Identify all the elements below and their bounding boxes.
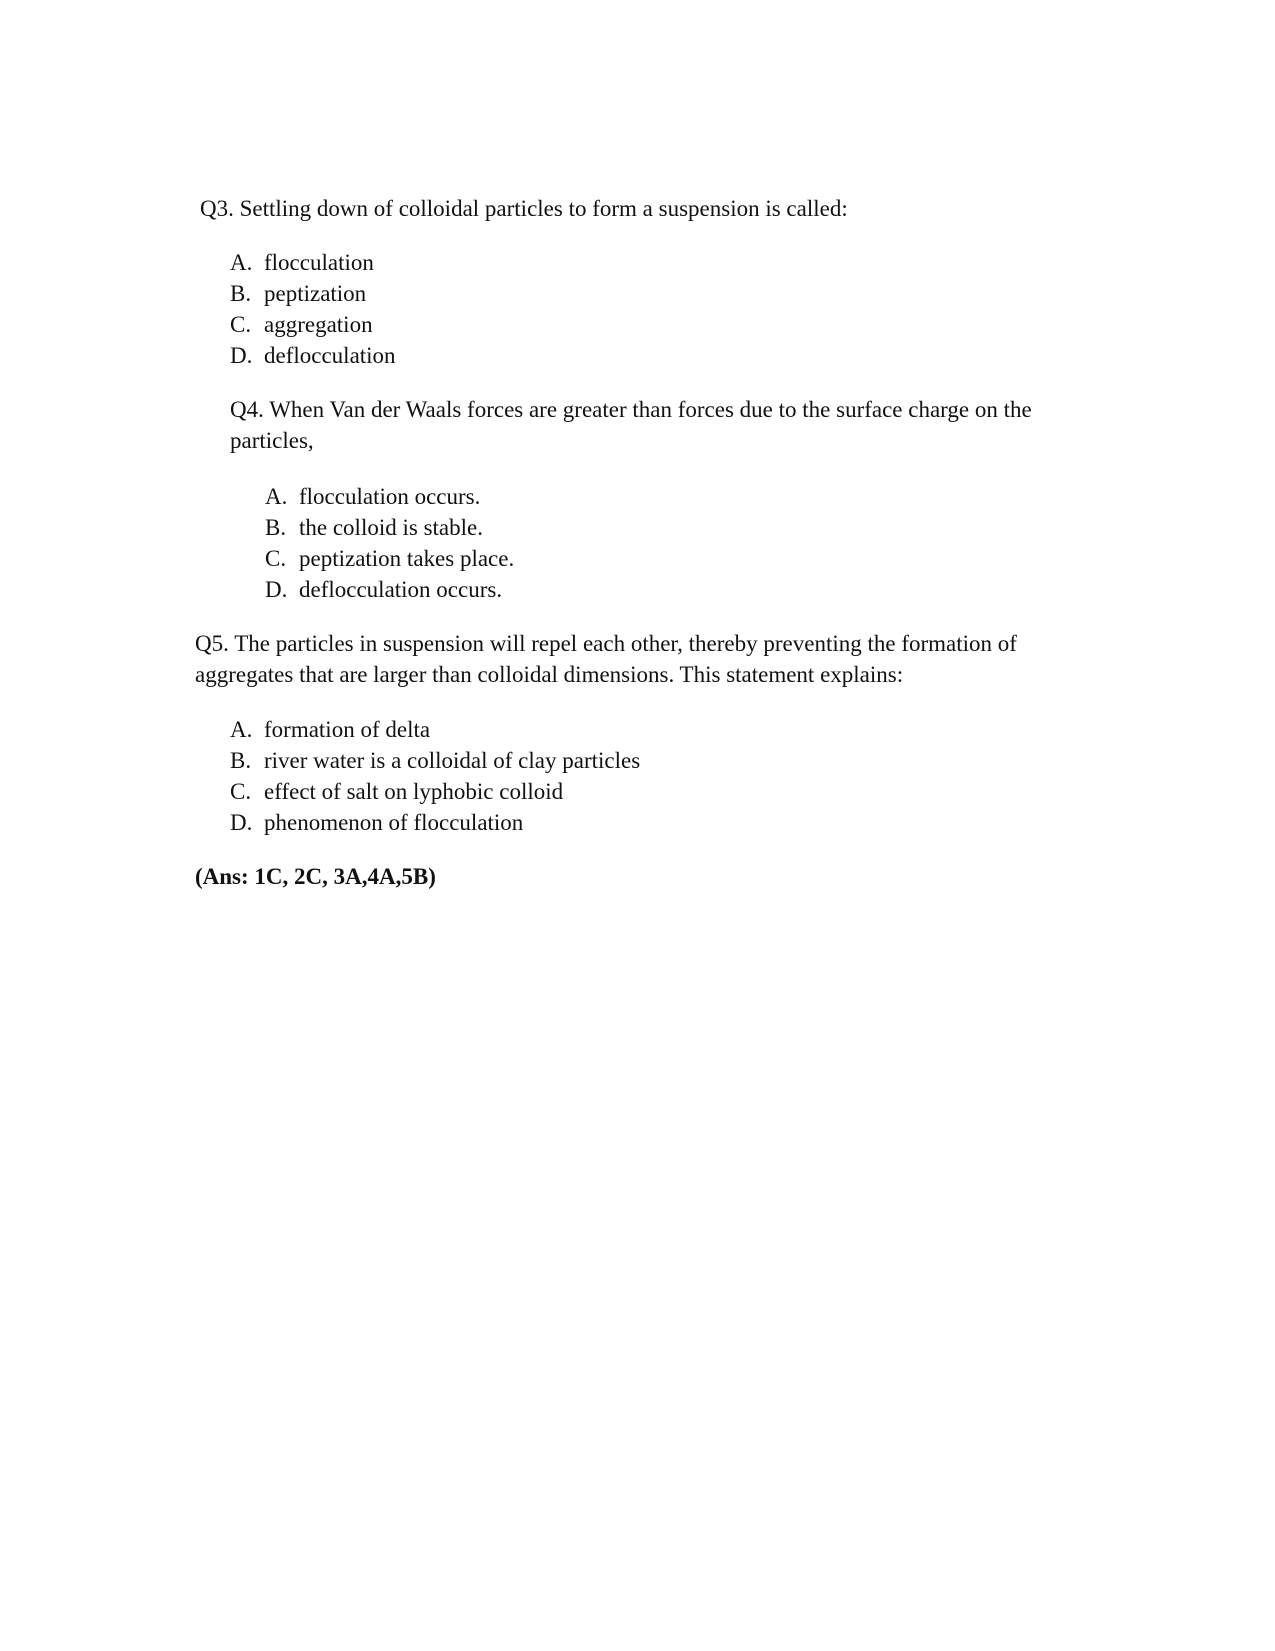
question-3-option-d: [230, 341, 396, 371]
option-letter: C.: [230, 779, 252, 804]
option-text: peptization takes place.: [299, 546, 515, 571]
option-text: river water is a colloidal of clay particles: [264, 748, 641, 773]
question-5-text-line-1: Q5. The particles in suspension will repel each other, thereby preventing the formation of: [195, 631, 1017, 656]
question-4-option-b: [265, 513, 483, 543]
option-text: deflocculation occurs.: [299, 577, 503, 602]
question-3-text: Q3. Settling down of colloidal particles to form a suspension is called:: [200, 196, 848, 221]
question-4-option-d: [265, 575, 502, 605]
option-text: deflocculation: [264, 343, 396, 368]
option-letter: D.: [230, 343, 253, 368]
question-4-option-c: [265, 544, 514, 574]
option-text: the colloid is stable.: [299, 515, 483, 540]
option-letter: B.: [265, 515, 287, 540]
question-4-option-a: [265, 482, 480, 512]
question-5-option-c: [230, 777, 563, 807]
option-letter: D.: [265, 577, 288, 602]
question-4-text-line-2: particles,: [230, 428, 314, 453]
question-3-option-b: [230, 279, 366, 309]
option-letter: A.: [230, 717, 253, 742]
option-letter: B.: [230, 748, 252, 773]
option-text: phenomenon of flocculation: [264, 810, 524, 835]
option-letter: C.: [265, 546, 287, 571]
question-3-option-a: [230, 248, 374, 278]
option-letter: C.: [230, 312, 252, 337]
option-letter: D.: [230, 810, 253, 835]
option-text: effect of salt on lyphobic colloid: [264, 779, 564, 804]
option-text: aggregation: [264, 312, 373, 337]
option-text: formation of delta: [264, 717, 431, 742]
question-5-text-line-2: aggregates that are larger than colloidal dimensions. This statement explains:: [195, 662, 904, 687]
option-text: flocculation occurs.: [299, 484, 481, 509]
question-5-option-a: [230, 715, 430, 745]
question-3-option-c: [230, 310, 373, 340]
option-letter: B.: [230, 281, 252, 306]
option-letter: A.: [265, 484, 288, 509]
option-letter: A.: [230, 250, 253, 275]
question-4-text-line-1: Q4. When Van der Waals forces are greater than forces due to the surface charge on the: [230, 397, 1032, 422]
question-5-option-b: [230, 746, 640, 776]
answer-key: (Ans: 1C, 2C, 3A,4A,5B): [195, 864, 436, 889]
option-text: flocculation: [264, 250, 374, 275]
question-5-option-d: [230, 808, 523, 838]
option-text: peptization: [264, 281, 367, 306]
